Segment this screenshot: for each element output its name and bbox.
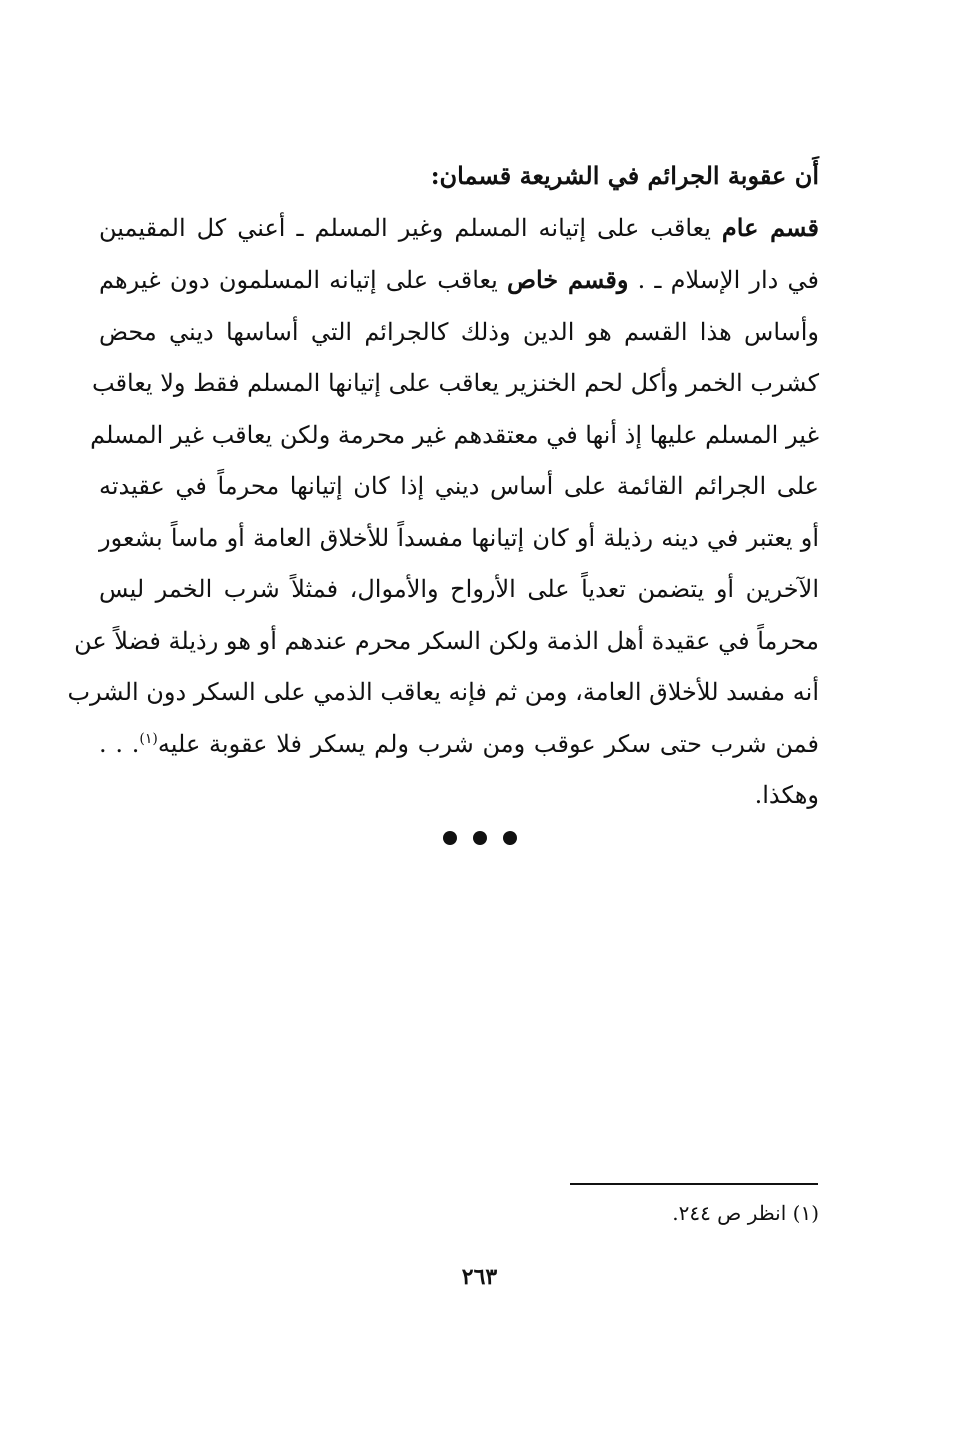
text-line-10: أنه مفسد للأخلاق العامة، ومن ثم فإنه يعاقب الذمي على السكر دون الشرب — [67, 678, 819, 706]
section-separator — [0, 826, 959, 851]
line-prefix: في دار الإسلام ـ . — [628, 266, 819, 294]
text-line-6: على الجرائم القائمة على أساس ديني إذا كان إتيانها محرماً في عقيدته — [99, 472, 819, 500]
ellipsis: . . . — [99, 729, 140, 758]
bold-term-general: قسم عام — [721, 212, 820, 242]
text-line-8: الآخرين أو يتضمن تعدياً على الأرواح والأموال، فمثلاً شرب الخمر ليس — [99, 575, 819, 603]
text-line-7: أو يعتبر في دينه رذيلة أو كان إتيانها مفسداً للأخلاق العامة أو ماساً بشعور — [99, 523, 819, 552]
text-line-3: وأساس هذا القسم هو الدين وذلك كالجرائم التي أساسها ديني محض — [99, 317, 819, 346]
line-text: فمن شرب حتى سكر عوقب ومن شرب ولم يسكر فلا عقوبة عليه — [157, 729, 819, 758]
text-line-1 — [99, 202, 819, 255]
footnote: (١) انظر ص ٢٤٤. — [672, 1201, 819, 1225]
text-line-12: وهكذا. — [754, 781, 819, 809]
footnote-divider — [570, 1183, 818, 1185]
text-line-4: كشرب الخمر وأكل لحم الخنزير يعاقب على إتيانها المسلم فقط ولا يعاقب — [92, 369, 819, 397]
main-text — [67, 150, 820, 822]
separator-dot — [503, 831, 517, 845]
section-heading: أَن عقوبة الجرائم في الشريعة قسمان: — [430, 161, 819, 190]
separator-dot — [443, 831, 457, 845]
separator-dot — [473, 831, 487, 845]
page-number: ٢٦٣ — [461, 1264, 498, 1290]
line-text: يعاقب على إتيانه المسلمون دون غيرهم — [99, 266, 507, 294]
footnote-reference[interactable]: (١) — [139, 730, 158, 747]
text-line-9: محرماً في عقيدة أهل الذمة ولكن السكر محرم عندهم أو هو رذيلة فضلاً عن — [74, 626, 819, 655]
line-text: يعاقب على إتيانه المسلم وغير المسلم ـ أعني كل المقيمين — [99, 213, 722, 242]
text-line-11 — [99, 719, 819, 771]
bold-term-special: وقسم خاص — [506, 265, 629, 294]
text-line-2 — [99, 254, 819, 307]
text-line-5: غير المسلم عليها إذ أنها في معتقدهم غير محرمة ولكن يعاقب غير المسلم — [90, 420, 819, 449]
